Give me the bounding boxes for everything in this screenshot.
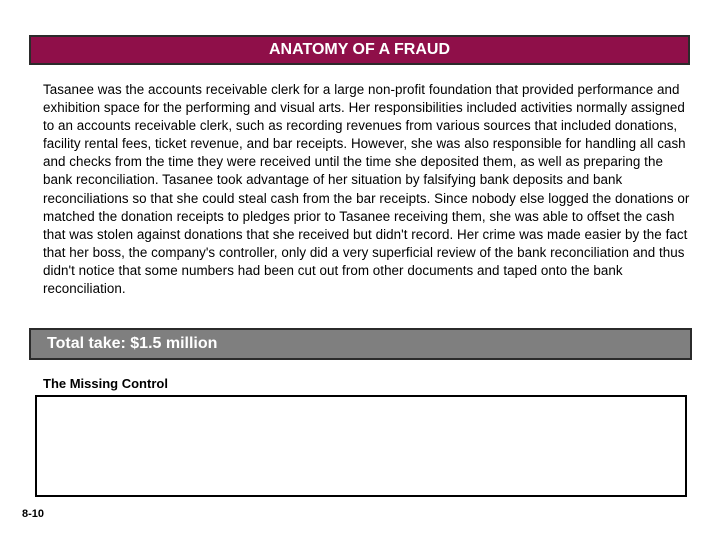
fraud-story-text: Tasanee was the accounts receivable clerk for a large non-profit foundation that provided performance and exhibition space for the performing and visual arts. Her responsibilities included activities normally assigned to an accounts receivable clerk, such as recording revenues from various sources that included donations, facility rental fees, ticket revenue, and bar receipts. However, she was also responsible for handling all cash and checks from the time they were received until the time she deposited them, as well as preparing the bank reconciliation. Tasanee took advantage of her situation by falsifying bank deposits and bank reconciliations so that she could steal cash from the bar receipts. Since nobody else logged the donations or matched the donation receipts to pledges prior to Tasanee receiving them, she was able to offset the cash that was stolen against donations that she received but didn't record. Her crime was made easier by the fact that her boss, the company's controller, only did a very superficial review of the bank reconciliation and thus didn't notice that some numbers had been cut out from other documents and taped onto the bank reconciliation. <box>43 82 690 297</box>
total-take-text: Total take: $1.5 million <box>47 335 218 352</box>
slide-title: ANATOMY OF A FRAUD <box>268 41 451 58</box>
page-number: 8-10 <box>22 508 45 520</box>
missing-control-box <box>35 395 687 497</box>
missing-control-label: The Missing Control <box>43 376 168 391</box>
slide-title-bar <box>29 35 690 65</box>
total-take-bar <box>29 328 692 360</box>
